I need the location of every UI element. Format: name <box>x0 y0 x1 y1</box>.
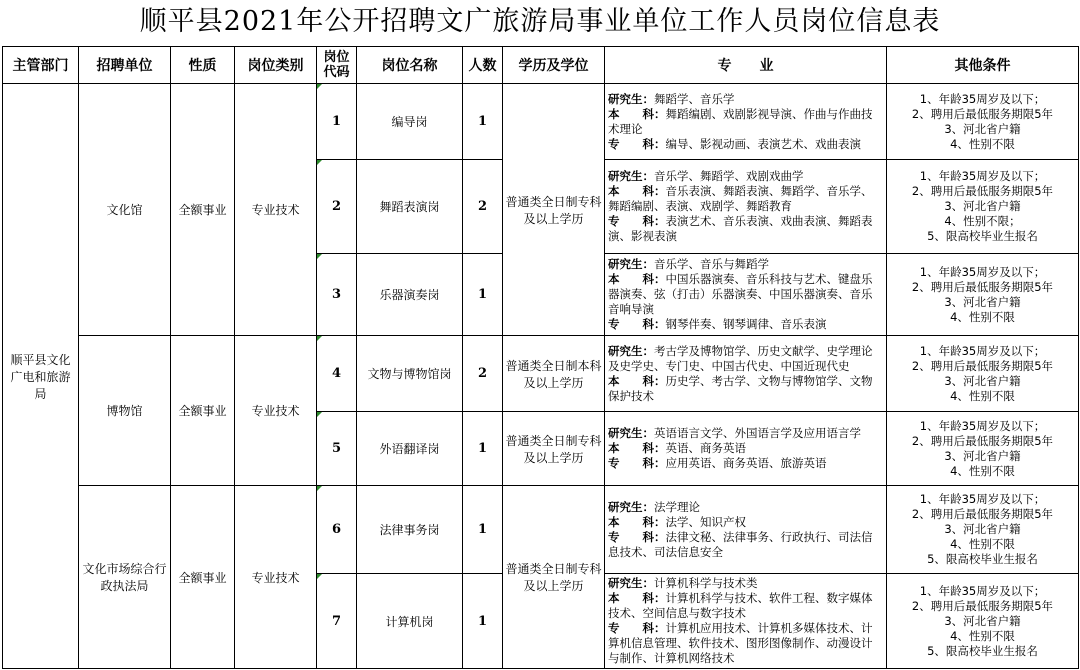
header-nature: 性质 <box>171 47 235 84</box>
spec-label: 专 科： <box>608 214 666 228</box>
grad-text: 音乐学、音乐与舞蹈学 <box>654 257 769 271</box>
bach-label: 本 科： <box>608 106 666 121</box>
edu-cell: 普通类全日制专科及以上学历 <box>503 84 605 336</box>
other-line: 4、性别不限 <box>950 388 1015 403</box>
job-count: 1 <box>463 574 503 669</box>
other-line: 1、年龄35周岁及以下； <box>919 343 1046 358</box>
other-cell <box>887 574 1079 669</box>
grad-label: 研究生： <box>608 91 654 106</box>
edu-cell: 普通类全日制本科及以上学历 <box>503 336 605 412</box>
major-spec-line <box>608 214 883 244</box>
edu-cell: 普通类全日制专科及以上学历 <box>503 412 605 486</box>
other-line: 4、性别不限 <box>950 309 1015 324</box>
other-line: 1、年龄35周岁及以下； <box>919 264 1046 279</box>
other-line: 5、限高校毕业生报名 <box>927 552 1038 566</box>
other-line: 3、河北省户籍 <box>944 121 1021 136</box>
other-line: 1、年龄35周岁及以下； <box>919 169 1046 183</box>
major-grad-line <box>608 576 883 591</box>
grad-text: 舞蹈学、音乐学 <box>654 91 735 106</box>
other-line: 1、年龄35周岁及以下； <box>919 91 1046 106</box>
job-name: 文物与博物馆岗 <box>357 336 463 412</box>
job-name: 编导岗 <box>357 84 463 160</box>
job-count: 2 <box>463 336 503 412</box>
spec-text: 法律文秘、法律事务、行政执行、司法信息技术、司法信息安全 <box>608 529 873 559</box>
unit-name: 文化馆 <box>79 84 171 336</box>
unit-category: 专业技术 <box>235 336 317 486</box>
other-line: 2、聘用后最低服务期限5年 <box>911 433 1054 448</box>
bach-text: 中国乐器演奏、音乐科技与艺术、键盘乐器演奏、弦（打击）乐器演奏、中国乐器演奏、音乐音响导演 <box>608 272 873 316</box>
major-grad-line <box>608 169 883 184</box>
other-line: 2、聘用后最低服务期限5年 <box>911 184 1054 198</box>
major-spec-line <box>608 137 883 152</box>
spec-label: 专 科： <box>608 529 666 544</box>
major-spec-line <box>608 530 883 560</box>
other-line: 4、性别不限 <box>950 463 1015 478</box>
header-unit: 招聘单位 <box>79 47 171 84</box>
header-code: 岗位代码 <box>317 47 357 84</box>
other-line: 2、聘用后最低服务期限5年 <box>911 358 1054 373</box>
grad-label: 研究生： <box>608 343 654 358</box>
major-cell <box>605 160 887 254</box>
grad-text: 考古学及博物馆学、历史文献学、史学理论及史学史、专门史、中国古代史、中国近现代史 <box>608 343 873 373</box>
spec-label: 专 科： <box>608 317 666 331</box>
header-dept: 主管部门 <box>3 47 79 84</box>
grad-text: 法学理论 <box>654 499 700 514</box>
other-cell <box>887 254 1079 336</box>
other-cell <box>887 84 1079 160</box>
other-line: 2、聘用后最低服务期限5年 <box>911 507 1054 521</box>
table-row <box>3 336 1079 412</box>
unit-nature: 全额事业 <box>171 486 235 669</box>
job-code: 1 <box>317 84 357 160</box>
spec-label: 专 科： <box>608 456 666 470</box>
bach-label: 本 科： <box>608 184 666 198</box>
job-name: 舞蹈表演岗 <box>357 160 463 254</box>
other-line: 1、年龄35周岁及以下； <box>919 583 1046 598</box>
other-cell <box>887 412 1079 486</box>
spec-text: 表演艺术、音乐表演、戏曲表演、舞蹈表演、影视表演 <box>608 214 873 243</box>
spec-text: 编导、影视动画、表演艺术、戏曲表演 <box>665 136 861 151</box>
other-line: 3、河北省户籍 <box>944 613 1021 628</box>
major-grad-line <box>608 500 883 515</box>
other-line: 2、聘用后最低服务期限5年 <box>911 598 1054 613</box>
major-bach-line <box>608 184 883 214</box>
job-name: 计算机岗 <box>357 574 463 669</box>
other-line: 3、河北省户籍 <box>944 373 1021 388</box>
unit-name: 博物馆 <box>79 336 171 486</box>
job-code: 3 <box>317 254 357 336</box>
spec-label: 专 科： <box>608 136 666 151</box>
other-line: 4、性别不限； <box>944 214 1021 228</box>
major-cell <box>605 574 887 669</box>
table-row <box>3 486 1079 574</box>
other-cell <box>887 486 1079 574</box>
spec-text: 钢琴伴奏、钢琴调律、音乐表演 <box>665 317 827 331</box>
grad-text: 计算机科学与技术类 <box>654 576 758 590</box>
major-spec-line <box>608 621 883 666</box>
job-name: 外语翻译岗 <box>357 412 463 486</box>
other-cell <box>887 160 1079 254</box>
bach-label: 本 科： <box>608 441 666 455</box>
other-line: 1、年龄35周岁及以下； <box>919 418 1046 433</box>
header-major: 专 业 <box>605 47 887 84</box>
job-count: 1 <box>463 84 503 160</box>
unit-category: 专业技术 <box>235 486 317 669</box>
other-line: 2、聘用后最低服务期限5年 <box>911 106 1054 121</box>
major-grad-line <box>608 257 883 272</box>
grad-text: 英语语言文学、外国语言学及应用语言学 <box>654 426 861 440</box>
bach-label: 本 科： <box>608 514 666 529</box>
dept-cell: 顺平县文化广电和旅游局 <box>3 84 79 669</box>
major-bach-line <box>608 515 883 530</box>
other-line: 3、河北省户籍 <box>944 199 1021 213</box>
major-spec-line <box>608 317 883 332</box>
job-code: 4 <box>317 336 357 412</box>
header-name: 岗位名称 <box>357 47 463 84</box>
grad-label: 研究生： <box>608 576 654 590</box>
major-bach-line <box>608 374 883 404</box>
job-code: 5 <box>317 412 357 486</box>
spec-text: 应用英语、商务英语、旅游英语 <box>665 456 827 470</box>
major-grad-line <box>608 426 883 441</box>
other-line: 2、聘用后最低服务期限5年 <box>911 279 1054 294</box>
major-bach-line <box>608 441 883 456</box>
major-grad-line <box>608 92 883 107</box>
header-row <box>3 47 1079 84</box>
job-count: 1 <box>463 412 503 486</box>
major-bach-line <box>608 591 883 621</box>
major-cell <box>605 486 887 574</box>
grad-label: 研究生： <box>608 257 654 271</box>
other-line: 5、限高校毕业生报名 <box>927 229 1038 243</box>
page-title: 顺平县2021年公开招聘文广旅游局事业单位工作人员岗位信息表 <box>139 6 941 37</box>
bach-text: 音乐表演、舞蹈表演、舞蹈学、音乐学、舞蹈编剧、表演、戏剧学、舞蹈教育 <box>608 184 873 213</box>
other-line: 4、性别不限 <box>950 136 1015 151</box>
header-count: 人数 <box>463 47 503 84</box>
job-code: 6 <box>317 486 357 574</box>
other-line: 4、性别不限 <box>950 628 1015 643</box>
grad-label: 研究生： <box>608 499 654 514</box>
other-line: 1、年龄35周岁及以下； <box>919 492 1046 506</box>
other-line: 3、河北省户籍 <box>944 522 1021 536</box>
bach-text: 英语、商务英语 <box>665 441 746 455</box>
major-cell <box>605 336 887 412</box>
other-cell <box>887 336 1079 412</box>
other-line: 4、性别不限 <box>950 537 1015 551</box>
job-table <box>2 46 1079 669</box>
job-name: 乐器演奏岗 <box>357 254 463 336</box>
job-name: 法律事务岗 <box>357 486 463 574</box>
other-line: 3、河北省户籍 <box>944 294 1021 309</box>
major-cell <box>605 254 887 336</box>
major-bach-line <box>608 272 883 317</box>
grad-label: 研究生： <box>608 169 654 183</box>
major-cell <box>605 84 887 160</box>
edu-cell: 普通类全日制专科及以上学历 <box>503 486 605 669</box>
bach-text: 法学、知识产权 <box>665 514 746 529</box>
spec-text: 计算机应用技术、计算机多媒体技术、计算机信息管理、软件技术、图形图像制作、动漫设计与制作、计算机网络技术 <box>608 621 873 665</box>
bach-label: 本 科： <box>608 373 666 388</box>
other-line: 5、限高校毕业生报名 <box>927 643 1038 658</box>
bach-text: 历史学、考古学、文物与博物馆学、文物保护技术 <box>608 373 873 403</box>
major-bach-line <box>608 107 883 137</box>
major-spec-line <box>608 456 883 471</box>
job-code: 2 <box>317 160 357 254</box>
job-code: 7 <box>317 574 357 669</box>
unit-category: 专业技术 <box>235 84 317 336</box>
job-count: 1 <box>463 486 503 574</box>
major-cell <box>605 412 887 486</box>
bach-text: 计算机科学与技术、软件工程、数字媒体技术、空间信息与数字技术 <box>608 591 873 620</box>
header-edu: 学历及学位 <box>503 47 605 84</box>
unit-name: 文化市场综合行政执法局 <box>79 486 171 669</box>
bach-label: 本 科： <box>608 272 666 286</box>
header-other: 其他条件 <box>887 47 1079 84</box>
major-grad-line <box>608 344 883 374</box>
grad-label: 研究生： <box>608 426 654 440</box>
bach-label: 本 科： <box>608 591 666 605</box>
job-count: 1 <box>463 254 503 336</box>
grad-text: 音乐学、舞蹈学、戏剧戏曲学 <box>654 169 804 183</box>
other-line: 3、河北省户籍 <box>944 448 1021 463</box>
header-category: 岗位类别 <box>235 47 317 84</box>
unit-nature: 全额事业 <box>171 84 235 336</box>
spec-label: 专 科： <box>608 621 666 635</box>
table-row <box>3 84 1079 160</box>
bach-text: 舞蹈编剧、戏剧影视导演、作曲与作曲技术理论 <box>608 106 873 136</box>
job-count: 2 <box>463 160 503 254</box>
unit-nature: 全额事业 <box>171 336 235 486</box>
